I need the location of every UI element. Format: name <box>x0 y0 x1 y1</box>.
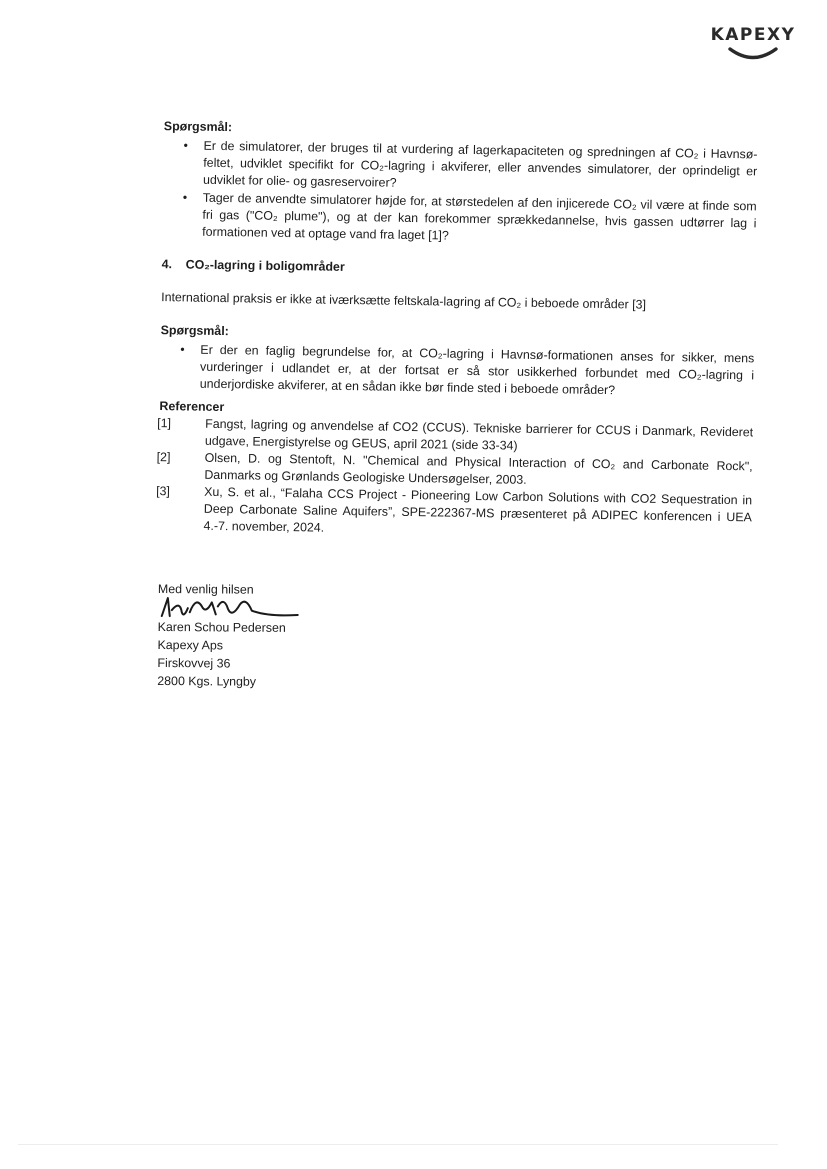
signoff-block <box>157 580 418 692</box>
question-text: Er der en faglig begrundelse for, at CO₂-lagring i Havnsø-formationen anses for sikker, mens vurderinger i udlandet er, at der fortsat er så stor usikkerhed forbundet med CO₂-lagring i underjordiske akviferer, at en sådan ikke bør finde sted i beboede områder? <box>199 342 755 398</box>
reference-number: [3] <box>156 484 171 499</box>
reference-text: Xu, S. et al., “Falaha CCS Project - Pioneering Low Carbon Solutions with CO2 Sequestration in Deep Carbonate Saline Aquifers”, SPE-222367-MS præsenteret på ADIPEC konferencen i UEA 4.-7. november, 2024. <box>203 484 753 535</box>
questions-heading: Spørgsmål: <box>163 119 233 135</box>
bullet-icon: • <box>182 190 188 205</box>
company-logo <box>705 24 801 68</box>
question-text: Er de simulatorer, der bruges til at vurdering af lagerkapaciteten og spredningen af CO₂ i Havnsø-feltet, udviklet specifikt for CO₂-lagring i akviferer, eller anvendes simulatorer, der oprindeligt er udviklet for olie- og gasreservoirer? <box>202 138 758 190</box>
question-text: Tager de anvendte simulatorer højde for, at størstedelen af den injicerede CO₂ vil være at finde som fri gas ("CO₂ plume"), og at der kan forekommer sprækkedannelse, hvis gassen udtørrer lag i formationen ved at optage vand fra laget [1]? <box>202 190 757 243</box>
section-heading <box>162 256 756 282</box>
street-address: Firskovvej 36 <box>157 655 231 671</box>
questions-list <box>162 137 758 249</box>
list-item <box>160 341 755 401</box>
bullet-icon: • <box>183 138 189 153</box>
letter-body <box>151 118 757 543</box>
list-item <box>162 189 757 249</box>
list-item <box>163 137 758 197</box>
greeting: Med venlig hilsen <box>157 581 254 597</box>
company-name: Kapexy Aps <box>157 637 224 653</box>
signer-name: Karen Schou Pedersen <box>157 619 286 635</box>
questions-list <box>160 341 755 401</box>
questions-heading: Spørgsmål: <box>160 323 229 339</box>
logo-text: KAPEXY <box>710 25 796 45</box>
references-heading: Referencer <box>159 399 225 415</box>
scan-edge-divider <box>18 1144 778 1145</box>
city-address: 2800 Kgs. Lyngby <box>157 673 257 689</box>
reference-item <box>157 483 752 543</box>
reference-number: [2] <box>156 450 171 465</box>
reference-text: Olsen, D. og Stentoft, N. "Chemical and Physical Interaction of CO₂ and Carbonate Rock", Danmarks og Grønlands Geologiske Undersøgelser, 2003. <box>204 450 753 487</box>
section-title: CO₂-lagring i boligområder <box>185 257 345 274</box>
section-number: 4. <box>161 257 173 272</box>
reference-text: Fangst, lagring og anvendelse af CO2 (CCUS). Tekniske barrierer for CCUS i Danmark, Revideret udgave, Energistyrelse og GEUS, april 2021 (side 33-34) <box>204 416 754 453</box>
bullet-icon: • <box>180 342 185 357</box>
section-paragraph: International praksis er ikke at iværksætte feltskala-lagring af CO₂ i beboede områder [3] <box>161 290 647 312</box>
reference-number: [1] <box>157 416 172 431</box>
logo-smile-icon <box>727 46 779 62</box>
